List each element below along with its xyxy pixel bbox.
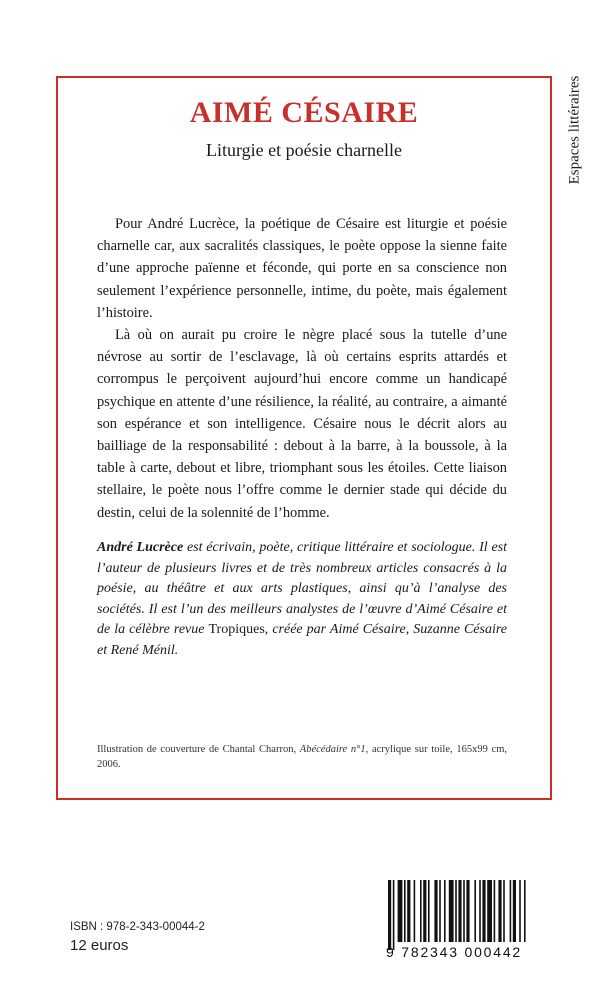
isbn: ISBN : 978-2-343-00044-2 (70, 921, 205, 933)
barcode-bar (449, 880, 454, 942)
barcode-bar (388, 880, 391, 950)
barcode-bar (494, 880, 496, 942)
barcode-bar (455, 880, 457, 942)
price: 12 euros (70, 937, 129, 954)
barcode-bar (404, 880, 406, 942)
author-bio-text-2: , créée par Aimé Césaire, Suzanne Césaire et René Ménil. (97, 622, 507, 658)
barcode-bar (510, 880, 512, 942)
book-title: AIMÉ CÉSAIRE (189, 96, 419, 129)
blurb-paragraph-2: Là où on aurait pu croire le nègre placé sous la tutelle d’une névrose au sortir de l’esclavage, là où certains esprits attardés et corrompus le perçoivent aujourd’hui encore comme un handicapé psychique en attente d’une résilience, la réalité, au contraire, a aimanté son espérance et son intelligence. Césaire nous le décrit alors au bailliage de la responsabilité : debout à la barre, à la boussole, à la table à carte, debout et libre, triomphant sous les étoiles. Cette liaison stellaire, le poète nous l’offre comme le dernier stade qui décide du destin, celui de la solennité de l’homme. (97, 327, 507, 521)
barcode-bar (463, 880, 465, 942)
barcode-bar (423, 880, 426, 942)
barcode-bar (458, 880, 461, 942)
series-name: Espaces littéraires (566, 75, 583, 185)
blurb (97, 213, 507, 524)
blurb-paragraph-1: Pour André Lucrèce, la poétique de Césaire est liturgie et poésie charnelle car, aux sacralités classiques, le poète oppose la sienne faite d’une approche païenne et féconde, qui porte en sa conscience non seulement l’expérience personnelle, intime, du poète, mais également l’histoire. (97, 216, 507, 321)
author-bio (97, 538, 507, 662)
barcode-bar (487, 880, 492, 942)
journal-name: Tropiques (208, 622, 265, 638)
barcode-bar (466, 880, 469, 942)
author-name: André Lucrèce (97, 540, 184, 555)
barcode-digits: 9 782343 000442 (386, 944, 522, 960)
barcode-bar (439, 880, 441, 942)
barcode-bar (519, 880, 521, 942)
barcode-bar (498, 880, 501, 942)
barcode-bar (420, 880, 422, 942)
barcode (378, 878, 530, 968)
barcode-bar (414, 880, 416, 942)
credit-prefix: Illustration de couverture de Chantal Charron, (97, 744, 300, 755)
book-subtitle: Liturgie et poésie charnelle (205, 140, 403, 160)
credit-suffix: , acrylique sur toile, 165x99 cm, 2006. (97, 744, 507, 770)
barcode-bar (479, 880, 481, 942)
barcode-bar (428, 880, 430, 942)
author-bio-text-1: est écrivain, poète, critique littéraire et sociologue. Il est l’auteur de plusieurs livres et de très nombreux articles consacrés à la poésie, au théâtre et aux arts plastiques, ainsi qu’à l’analyse des sociétés. Il est l’un des meilleurs analystes de l’œuvre d’Aimé Césaire et de la célèbre revue (97, 540, 507, 638)
illustration-credit (97, 742, 507, 772)
series-spine (560, 60, 590, 200)
barcode-bar (503, 880, 505, 942)
barcode-bar (398, 880, 403, 942)
barcode-bar (444, 880, 446, 942)
author-bio-paragraph (97, 538, 507, 662)
barcode-bar (393, 880, 395, 950)
barcode-bar (513, 880, 516, 942)
barcode-bars (378, 878, 530, 950)
barcode-bar (407, 880, 410, 942)
barcode-bar (524, 880, 526, 942)
barcode-bar (474, 880, 476, 942)
barcode-bar (482, 880, 485, 942)
barcode-bar (434, 880, 437, 942)
credit-work: Abécédaire n°1 (299, 744, 366, 755)
